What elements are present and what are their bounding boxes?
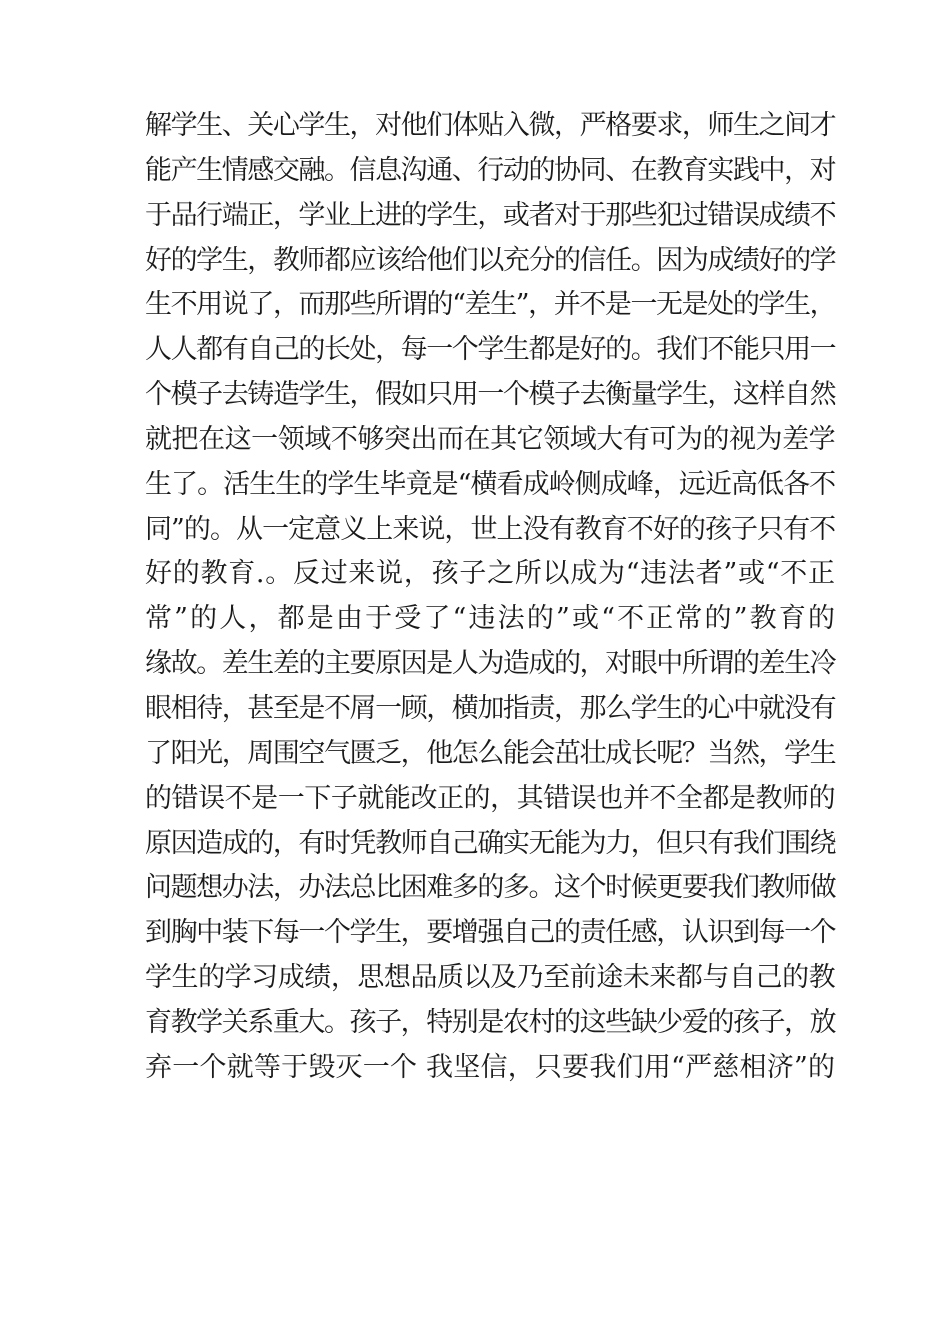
text-line: 生了。活生生的学生毕竟是“横看成岭侧成峰，远近高低各不 [145, 468, 835, 500]
text-line: 到胸中装下每一个学生，要增强自己的责任感，认识到每一个 [145, 917, 835, 949]
text-line: 问题想办法，办法总比困难多的多。这个时候更要我们教师做 [145, 872, 835, 904]
text-line: 的错误不是一下子就能改正的，其错误也并不全都是教师的 [145, 782, 835, 814]
text-line: 于品行端正，学业上进的学生，或者对于那些犯过错误成绩不 [145, 199, 835, 231]
text-line: 同”的。从一定意义上来说，世上没有教育不好的孩子只有不 [145, 513, 835, 545]
text-line: 能产生情感交融。信息沟通、行动的协同、在教育实践中，对 [145, 154, 835, 186]
text-line: 就把在这一领域不够突出而在其它领域大有可为的视为差学 [145, 423, 835, 455]
text-line: 常”的人，都是由于受了“违法的”或“不正常的”教育的 [145, 603, 835, 635]
text-line: 生不用说了，而那些所谓的“差生”，并不是一无是处的学生， [145, 289, 835, 321]
text-line: 缘故。差生差的主要原因是人为造成的，对眼中所谓的差生冷 [145, 648, 835, 680]
text-line: 好的学生，教师都应该给他们以充分的信任。因为成绩好的学 [145, 244, 835, 276]
text-line: 好的教育.。反过来说，孩子之所以成为“违法者”或“不正 [145, 558, 835, 590]
text-line: 学生的学习成绩，思想品质以及乃至前途未来都与自己的教 [145, 962, 835, 994]
text-line: 人人都有自己的长处，每一个学生都是好的。我们不能只用一 [145, 334, 835, 366]
body-text [145, 104, 835, 1091]
text-line: 育教学关系重大。孩子，特别是农村的这些缺少爱的孩子，放 [145, 1006, 835, 1038]
text-line: 弃一个就等于毁灭一个 我坚信，只要我们用“严慈相济”的 [145, 1051, 835, 1083]
text-line: 原因造成的，有时凭教师自己确实无能为力，但只有我们围绕 [145, 827, 835, 859]
text-line: 解学生、关心学生，对他们体贴入微，严格要求，师生之间才 [145, 110, 835, 141]
text-line: 眼相待，甚至是不屑一顾，横加指责，那么学生的心中就没有 [145, 692, 835, 724]
text-line: 个模子去铸造学生，假如只用一个模子去衡量学生，这样自然 [145, 379, 835, 411]
text-line: 了阳光，周围空气匮乏，他怎么能会茁壮成长呢？当然，学生 [145, 737, 835, 769]
